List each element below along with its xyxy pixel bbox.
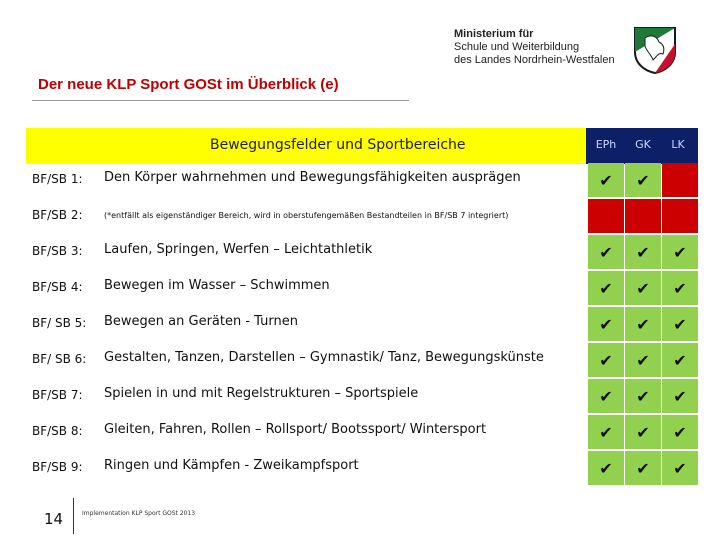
- checkmark-icon: ✔: [662, 271, 698, 305]
- checkmark-icon: ✔: [588, 451, 624, 485]
- checkmark-icon: ✔: [588, 271, 624, 305]
- checkmark-icon: ✔: [588, 415, 624, 449]
- table-row: [0, 342, 720, 378]
- table-row: [0, 306, 720, 342]
- table-row: [0, 162, 720, 198]
- checkmark-icon: ✔: [662, 307, 698, 341]
- column-header-eph: EPh: [595, 138, 617, 151]
- column-header-gk: GK: [635, 138, 651, 151]
- row-label: Gestalten, Tanzen, Darstellen – Gymnastik/ Tanz, Bewegungskünste: [104, 350, 544, 365]
- ministry-line-2: Schule und Weiterbildung: [454, 41, 580, 53]
- row-label: Den Körper wahrnehmen und Bewegungsfähigkeiten ausprägen: [104, 170, 521, 185]
- footer-text: Implementation KLP Sport GOSt 2013: [82, 510, 196, 517]
- status-cell: [625, 199, 661, 233]
- row-label: Bewegen an Geräten - Turnen: [104, 314, 298, 329]
- table-row: [0, 450, 720, 486]
- page-number: 14: [44, 510, 64, 528]
- row-code: BF/SB 3:: [32, 244, 83, 258]
- checkmark-icon: ✔: [662, 451, 698, 485]
- checkmark-icon: ✔: [625, 163, 661, 197]
- row-label: Gleiten, Fahren, Rollen – Rollsport/ Bootssport/ Wintersport: [104, 422, 487, 437]
- title-divider: [32, 100, 409, 101]
- table-row: [0, 270, 720, 306]
- checkmark-icon: ✔: [625, 343, 661, 377]
- ministry-name: [454, 28, 615, 67]
- checkmark-icon: ✔: [625, 415, 661, 449]
- checkmark-icon: ✔: [662, 379, 698, 413]
- table-row: [0, 378, 720, 414]
- nrw-crest-icon: [633, 26, 677, 74]
- checkmark-icon: ✔: [625, 451, 661, 485]
- checkmark-icon: ✔: [662, 343, 698, 377]
- row-label: Bewegen im Wasser – Schwimmen: [104, 278, 330, 293]
- row-label: (*entfällt als eigenständiger Bereich, wird in oberstufengemäßen Bestandteilen in BF/SB 7 integriert): [104, 211, 509, 220]
- ministry-line-3: des Landes Nordrhein-Westfalen: [454, 54, 615, 66]
- table-header-label: Bewegungsfelder und Sportbereiche: [210, 137, 466, 153]
- checkmark-icon: ✔: [625, 235, 661, 269]
- status-cell: [662, 163, 698, 197]
- checkmark-icon: ✔: [588, 307, 624, 341]
- checkmark-icon: ✔: [625, 379, 661, 413]
- column-header-lk: LK: [671, 138, 685, 151]
- checkmark-icon: ✔: [625, 271, 661, 305]
- row-code: BF/SB 4:: [32, 280, 83, 294]
- table-row: [0, 198, 720, 234]
- checkmark-icon: ✔: [625, 307, 661, 341]
- slide-title: Der neue KLP Sport GOSt im Überblick (e): [38, 76, 339, 93]
- checkmark-icon: ✔: [662, 235, 698, 269]
- checkmark-icon: ✔: [588, 343, 624, 377]
- row-code: BF/ SB 5:: [32, 316, 87, 330]
- row-label: Laufen, Springen, Werfen – Leichtathletik: [104, 242, 373, 257]
- ministry-line-1: Ministerium für: [454, 28, 534, 40]
- checkmark-icon: ✔: [662, 415, 698, 449]
- row-label: Ringen und Kämpfen - Zweikampfsport: [104, 458, 359, 473]
- row-code: BF/SB 2:: [32, 208, 83, 222]
- row-label: Spielen in und mit Regelstrukturen – Sportspiele: [104, 386, 419, 401]
- checkmark-icon: ✔: [588, 235, 624, 269]
- row-code: BF/SB 7:: [32, 388, 83, 402]
- table-row: [0, 234, 720, 270]
- row-code: BF/ SB 6:: [32, 352, 87, 366]
- footer-divider: [73, 498, 74, 534]
- row-code: BF/SB 8:: [32, 424, 83, 438]
- row-code: BF/SB 1:: [32, 172, 83, 186]
- row-code: BF/SB 9:: [32, 460, 83, 474]
- status-cell: [662, 199, 698, 233]
- status-cell: [588, 199, 624, 233]
- checkmark-icon: ✔: [588, 379, 624, 413]
- checkmark-icon: ✔: [588, 163, 624, 197]
- table-row: [0, 414, 720, 450]
